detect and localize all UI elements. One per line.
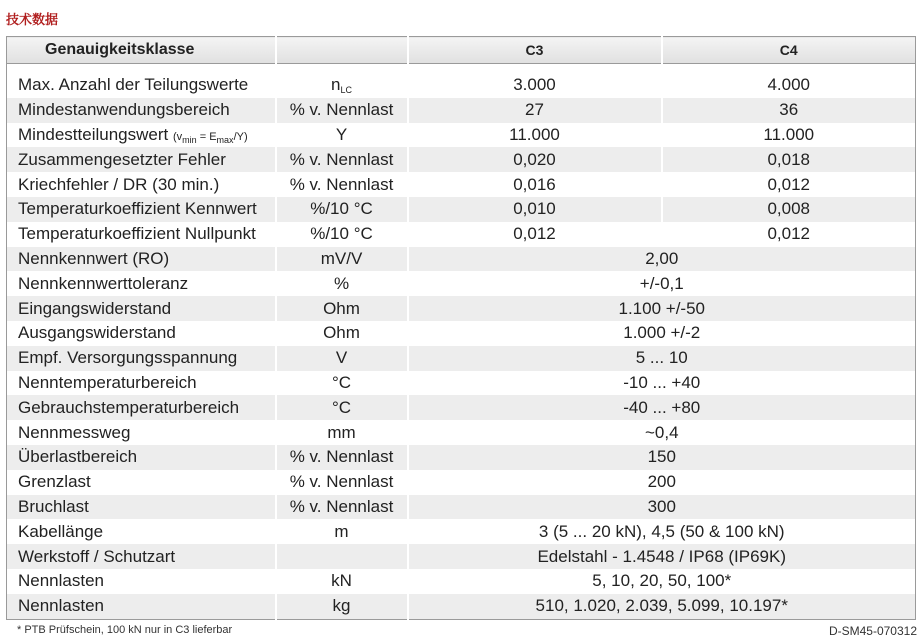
row-name: Gebrauchstemperaturbereich	[7, 395, 276, 420]
row-unit: Y	[276, 123, 408, 148]
table-row	[7, 271, 916, 296]
row-name: Max. Anzahl der Teilungswerte	[7, 73, 276, 98]
row-unit: kN	[276, 569, 408, 594]
header-unit	[276, 37, 408, 64]
row-value: 510, 1.020, 2.039, 5.099, 10.197*	[408, 594, 916, 619]
section-title: 技术数据	[6, 12, 59, 27]
spec-table	[6, 36, 916, 620]
row-unit: % v. Nennlast	[276, 98, 408, 123]
row-unit: %	[276, 271, 408, 296]
table-row	[7, 495, 916, 520]
row-value-c3: 0,016	[408, 172, 662, 197]
row-unit: %/10 °C	[276, 222, 408, 247]
row-unit: °C	[276, 395, 408, 420]
row-unit: % v. Nennlast	[276, 495, 408, 520]
table-row	[7, 569, 916, 594]
row-value-c4: 0,012	[662, 222, 916, 247]
row-unit: % v. Nennlast	[276, 172, 408, 197]
row-value-c3: 0,012	[408, 222, 662, 247]
row-unit: % v. Nennlast	[276, 445, 408, 470]
table-row	[7, 123, 916, 148]
table-row	[7, 371, 916, 396]
row-unit: Ohm	[276, 321, 408, 346]
table-row	[7, 321, 916, 346]
row-name: Grenzlast	[7, 470, 276, 495]
row-value: +/-0,1	[408, 271, 916, 296]
table-header-row	[7, 37, 916, 64]
row-note: $(v_{min} = E_{max}/Y)$	[172, 130, 248, 145]
row-unit: mm	[276, 420, 408, 445]
row-name: Temperaturkoeffizient Kennwert	[7, 197, 276, 222]
row-name: Temperaturkoeffizient Nullpunkt	[7, 222, 276, 247]
table-row	[7, 594, 916, 619]
row-name: Zusammengesetzter Fehler	[7, 147, 276, 172]
row-name: Nenntemperaturbereich	[7, 371, 276, 396]
table-row	[7, 172, 916, 197]
row-value-c4: 4.000	[662, 73, 916, 98]
row-unit: °C	[276, 371, 408, 396]
row-value: 1.100 +/-50	[408, 296, 916, 321]
row-value: 1.000 +/-2	[408, 321, 916, 346]
row-name: Nennkennwert (RO)	[7, 247, 276, 272]
row-value: 200	[408, 470, 916, 495]
row-name: Bruchlast	[7, 495, 276, 520]
table-row	[7, 470, 916, 495]
row-unit: kg	[276, 594, 408, 619]
row-value: -40 ... +80	[408, 395, 916, 420]
row-value-c4: 11.000	[662, 123, 916, 148]
row-name: Mindestteilungswert $(v_{min} = E_{max}/Y)$	[7, 123, 276, 148]
row-value-c3: 0,010	[408, 197, 662, 222]
table-row	[7, 222, 916, 247]
row-name: Empf. Versorgungsspannung	[7, 346, 276, 371]
row-value: -10 ... +40	[408, 371, 916, 396]
header-c3: C3	[408, 37, 662, 64]
row-value-c3: 27	[408, 98, 662, 123]
row-value: ~0,4	[408, 420, 916, 445]
table-row	[7, 445, 916, 470]
row-name: Ausgangswiderstand	[7, 321, 276, 346]
row-unit: %/10 °C	[276, 197, 408, 222]
row-name: Nennlasten	[7, 569, 276, 594]
row-unit: % v. Nennlast	[276, 470, 408, 495]
row-value: 5 ... 10	[408, 346, 916, 371]
row-name: Werkstoff / Schutzart	[7, 544, 276, 569]
row-name: Nennkennwerttoleranz	[7, 271, 276, 296]
document-code: D-SM45-070312	[828, 624, 917, 638]
row-name: Mindestanwendungsbereich	[7, 98, 276, 123]
table-row	[7, 147, 916, 172]
row-unit: mV/V	[276, 247, 408, 272]
table-row	[7, 346, 916, 371]
row-unit	[276, 544, 408, 569]
header-accuracy-class: Genauigkeitsklasse	[7, 37, 276, 64]
table-row	[7, 544, 916, 569]
row-name: Eingangswiderstand	[7, 296, 276, 321]
row-unit: % v. Nennlast	[276, 147, 408, 172]
row-name: Kriechfehler / DR (30 min.)	[7, 172, 276, 197]
row-value: 300	[408, 495, 916, 520]
row-unit: V	[276, 346, 408, 371]
table-row	[7, 395, 916, 420]
row-value-c4: 0,012	[662, 172, 916, 197]
row-unit: Ohm	[276, 296, 408, 321]
row-name: Nennlasten	[7, 594, 276, 619]
row-unit: m	[276, 519, 408, 544]
row-name: Überlastbereich	[7, 445, 276, 470]
row-unit: $n_{LC}$	[276, 73, 408, 98]
table-row	[7, 420, 916, 445]
row-value: 2,00	[408, 247, 916, 272]
footnote: * PTB Prüfschein, 100 kN nur in C3 lieferbar	[17, 624, 233, 636]
table-row	[7, 296, 916, 321]
row-name: Kabellänge	[7, 519, 276, 544]
row-value-c3: 11.000	[408, 123, 662, 148]
row-value-c4: 0,008	[662, 197, 916, 222]
row-value: 3 (5 ... 20 kN), 4,5 (50 & 100 kN)	[408, 519, 916, 544]
table-row	[7, 73, 916, 98]
table-row	[7, 197, 916, 222]
row-value: 5, 10, 20, 50, 100*	[408, 569, 916, 594]
table-row	[7, 247, 916, 272]
row-value-c4: 0,018	[662, 147, 916, 172]
row-value-c3: 0,020	[408, 147, 662, 172]
table-row	[7, 98, 916, 123]
header-c4: C4	[662, 37, 916, 64]
row-value-c3: 3.000	[408, 73, 662, 98]
row-name: Nennmessweg	[7, 420, 276, 445]
row-value: Edelstahl - 1.4548 / IP68 (IP69K)	[408, 544, 916, 569]
table-row	[7, 519, 916, 544]
row-value-c4: 36	[662, 98, 916, 123]
row-value: 150	[408, 445, 916, 470]
